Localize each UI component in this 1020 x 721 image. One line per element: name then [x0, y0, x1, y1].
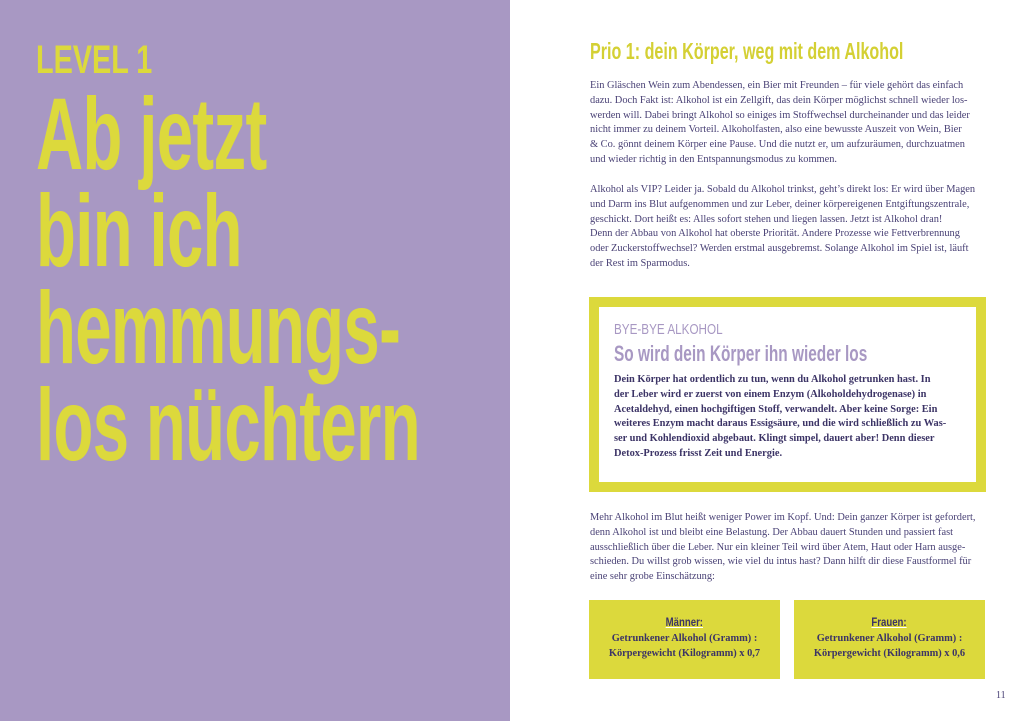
text-line: Detox-Prozess frisst Zeit und Energie. — [614, 447, 783, 459]
text-line: schieden. Du willst grob wissen, wie viel du intus hast? Dann hilft dir diese Faustformel für — [590, 556, 972, 568]
paragraph-3 — [590, 511, 985, 585]
text-line: Denn der Abbau von Alkohol hat oberste Priorität. Andere Prozesse wie Fettverbrennung — [590, 228, 960, 240]
text-line: dazu. Doch Fakt ist: Alkohol ist ein Zellgift, das dein Körper möglichst schnell wieder los- — [590, 94, 968, 106]
text-line: nicht immer zu deinem Vorteil. Alkoholfasten, also eine bewusste Auszeit von Wein, Bier — [590, 124, 962, 136]
text-line: oder Zuckerstoffwechsel? Werden erstmal ausgebremst. Solange Alkohol im Spiel ist, läuft — [590, 243, 969, 255]
text-line: eine sehr grobe Einschätzung: — [590, 571, 715, 583]
formula-women-line1: Getrunkener Alkohol (Gramm) : — [816, 633, 963, 644]
info-box-kicker: BYE-BYE ALKOHOL — [614, 321, 723, 338]
headline-line: Ab jetzt — [36, 77, 267, 191]
right-page — [510, 0, 1020, 721]
info-box-title: So wird dein Körper ihn wieder los — [614, 341, 868, 366]
headline-line: hemmungs- — [36, 271, 401, 385]
page-number: 11 — [996, 690, 1006, 701]
formula-men-line2: Körpergewicht (Kilogramm) x 0,7 — [608, 648, 761, 659]
text-line: ausschließlich über die Leber. Nur ein kleiner Teil wird über Atem, Haut oder Harn ausge- — [590, 541, 966, 553]
text-line: der Rest im Sparmodus. — [590, 257, 690, 269]
headline-line: los nüchtern — [36, 368, 421, 482]
text-line: Dein Körper hat ordentlich zu tun, wenn du Alkohol getrunken hast. In — [614, 374, 931, 385]
text-line: denn Alkohol ist und bleibt eine Belastung. Der Abbau dauert Stunden und passiert fast — [590, 526, 954, 538]
section-title: Prio 1: dein Körper, weg mit dem Alkohol — [590, 38, 904, 64]
text-line: & Co. gönnt deinem Körper eine Pause. Und die nutzt er, um aufzuräumen, durchzuatmen — [590, 139, 965, 151]
headline — [36, 77, 421, 482]
text-line: ser und Kohlendioxid abgebaut. Klingt simpel, dauert aber! Denn dieser — [614, 433, 935, 445]
headline-line: bin ich — [36, 174, 242, 288]
text-line: der Leber wird er zuerst von einem Enzym (Alkoholdehydrogenase) in — [614, 388, 927, 400]
formula-men-title: Männer: — [665, 615, 704, 629]
text-line: Acetaldehyd, einen hochgiftigen Stoff, verwandelt. Aber keine Sorge: Ein — [614, 403, 938, 415]
info-box-inner — [599, 307, 976, 482]
text-line: Ein Gläschen Wein zum Abendessen, ein Bier mit Freunden – für viele gehört das einfach — [590, 80, 964, 91]
text-line: Mehr Alkohol im Blut heißt weniger Power im Kopf. Und: Dein ganzer Körper ist gefordert, — [590, 512, 976, 523]
text-line: Alkohol als VIP? Leider ja. Sobald du Alkohol trinkst, geht’s direkt los: Er wird über Magen — [590, 184, 976, 195]
info-box — [589, 297, 986, 492]
text-line: werden will. Dabei bringt Alkohol so einiges im Stoffwechsel durcheinander und das leider — [590, 109, 970, 121]
formula-women-title: Frauen: — [871, 615, 908, 629]
paragraph-2 — [590, 183, 985, 272]
text-line: und wieder richtig in den Entspannungsmodus zu kommen. — [590, 153, 838, 165]
info-box-text — [614, 373, 962, 462]
text-line: geschickt. Dort heißt es: Alles sofort stehen und liegen lassen. Jetzt ist Alkohol dran! — [590, 213, 943, 225]
paragraph-1 — [590, 79, 985, 168]
text-line: und Darm ins Blut aufgenommen und zur Leber, deiner körpereigenen Entgiftungszentrale, — [590, 198, 970, 210]
text-line: weiteres Enzym macht daraus Essigsäure, und die wird schließlich zu Was- — [614, 418, 947, 430]
formula-men-line1: Getrunkener Alkohol (Gramm) : — [611, 633, 758, 644]
formula-women-box — [794, 600, 985, 679]
formula-women-line2: Körpergewicht (Kilogramm) x 0,6 — [813, 648, 966, 659]
formula-men-box — [589, 600, 780, 679]
level-label: LEVEL 1 — [36, 38, 153, 82]
